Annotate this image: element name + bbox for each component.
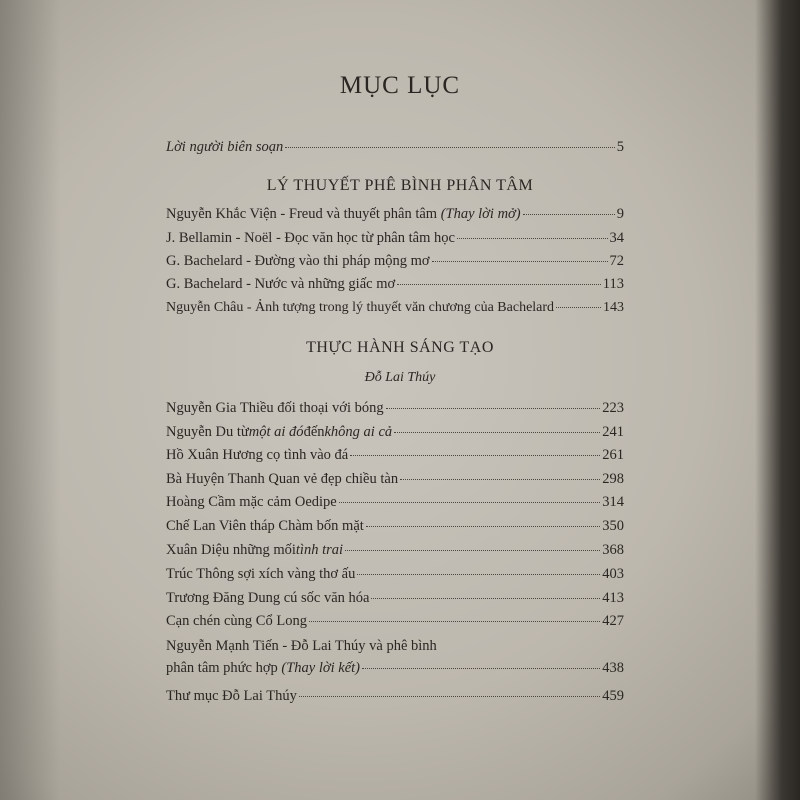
page-number: 5: [616, 139, 624, 155]
entry-title: Thư mục Đỗ Lai Thúy: [166, 688, 297, 704]
entry-title-italic: một ai đó: [248, 424, 304, 440]
page-number: 459: [602, 688, 624, 704]
entry-title: Cạn chén cùng Cổ Long: [166, 613, 307, 629]
toc-entry: [166, 139, 624, 156]
toc-entry: [166, 276, 624, 293]
dot-leader: [309, 621, 600, 622]
entry-title: Chế Lan Viên tháp Chàm bốn mặt: [166, 518, 364, 534]
page-number: 223: [602, 400, 624, 416]
page-number: 9: [616, 206, 624, 222]
entry-title: Nguyễn Du từ: [166, 424, 249, 440]
page-number: 113: [602, 276, 624, 292]
entry-title: Nguyễn Khắc Viện - Freud và thuyết phân tâm: [166, 206, 438, 222]
section-author: Đỗ Lai Thúy: [364, 370, 436, 385]
page-number: 350: [602, 518, 624, 534]
toc-entry: [166, 206, 624, 223]
entry-title: Nguyễn Gia Thiều đối thoại với bóng: [166, 400, 384, 416]
toc-entry: [166, 542, 624, 559]
entry-title: Nguyễn Châu - Ảnh tượng trong lý thuyết văn chương của Bachelard: [166, 300, 555, 315]
page-number: 261: [602, 447, 624, 463]
page-number: 143: [603, 300, 624, 315]
entry-title: Bà Huyện Thanh Quan vẻ đẹp chiều tàn: [166, 471, 399, 487]
dot-leader: [394, 432, 600, 433]
page-number: 34: [609, 230, 624, 246]
toc-entry: [166, 424, 624, 441]
toc-entry: [166, 300, 624, 316]
toc-entry: [166, 660, 624, 677]
page-number: 298: [602, 471, 624, 487]
toc-entry: [166, 230, 624, 247]
dot-leader: [457, 238, 608, 239]
page-number: 438: [602, 660, 624, 676]
entry-note: (Thay lời mở): [440, 206, 521, 222]
dot-leader: [397, 284, 601, 285]
section-heading: THỰC HÀNH SÁNG TẠO: [306, 339, 494, 356]
entry-title-line1: Nguyễn Mạnh Tiến - Đỗ Lai Thúy và phê bình: [166, 638, 437, 654]
dot-leader: [366, 526, 600, 527]
entry-title: Hoàng Cầm mặc cảm Oedipe: [166, 494, 337, 510]
toc-entry: [166, 400, 624, 417]
dot-leader: [350, 455, 600, 456]
toc-entry: [166, 613, 624, 630]
dot-leader: [432, 261, 608, 262]
entry-title: G. Bachelard - Đường vào thi pháp mộng mơ: [166, 253, 430, 269]
dot-leader: [339, 502, 601, 503]
entry-title-italic: không ai cả: [324, 424, 393, 440]
entry-title: Trúc Thông sợi xích vàng thơ ấu: [166, 566, 356, 582]
toc-entry: [166, 566, 624, 583]
toc-entry: [166, 447, 624, 464]
toc-entry: [166, 494, 624, 511]
entry-title: Xuân Diệu những mối: [166, 542, 296, 558]
dot-leader: [386, 408, 601, 409]
dot-leader: [523, 214, 615, 215]
entry-title: Hồ Xuân Hương cọ tình vào đá: [166, 447, 349, 463]
entry-title: đến: [303, 424, 325, 440]
entry-title: Trương Đăng Dung cú sốc văn hóa: [166, 590, 370, 606]
toc-entry: [166, 590, 624, 607]
toc-entry: [166, 518, 624, 535]
dot-leader: [345, 550, 600, 551]
page-number: 413: [602, 590, 624, 606]
page-number: 403: [602, 566, 624, 582]
dot-leader: [299, 696, 600, 697]
dot-leader: [400, 479, 600, 480]
entry-title: G. Bachelard - Nước và những giấc mơ: [166, 276, 396, 292]
page-number: 314: [602, 494, 624, 510]
toc-entry: [166, 471, 624, 488]
toc-entry: [166, 253, 624, 270]
page-edge-right: [755, 0, 800, 800]
dot-leader: [357, 574, 600, 575]
dot-leader: [285, 147, 615, 148]
section-heading: LÝ THUYẾT PHÊ BÌNH PHÂN TÂM: [266, 177, 534, 194]
page-number: 72: [609, 253, 624, 269]
entry-note: (Thay lời kết): [281, 660, 361, 676]
dot-leader: [556, 307, 601, 308]
page-number: 368: [602, 542, 624, 558]
entry-title: J. Bellamin - Noël - Đọc văn học từ phân tâm học: [166, 230, 455, 246]
entry-title-italic: tình trai: [295, 542, 344, 558]
toc-entry: [166, 688, 624, 705]
dot-leader: [362, 668, 600, 669]
entry-title: Lời người biên soạn: [166, 139, 284, 155]
entry-title: phân tâm phức hợp: [166, 660, 278, 676]
dot-leader: [371, 598, 600, 599]
page-title: MỤC LỤC: [339, 72, 461, 99]
page-number: 241: [602, 424, 624, 440]
page-shadow-left: [0, 0, 60, 800]
page-number: 427: [602, 613, 624, 629]
